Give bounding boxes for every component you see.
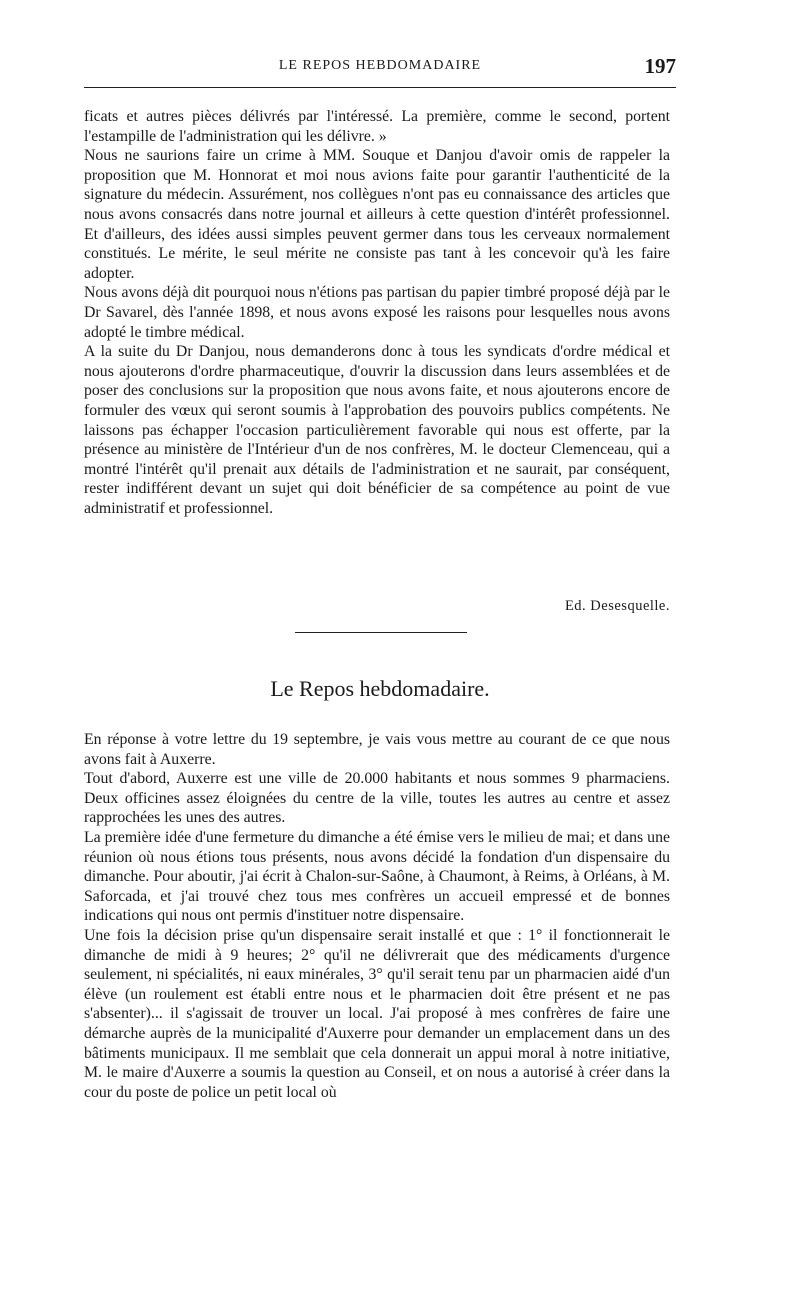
paragraph-text: Nous ne saurions faire un crime à MM. Souque et Danjou d'avoir omis de rappeler la proposition que M. Honnorat et moi nous avions faite pour garantir l'authenticité de la signature du médecin. Assurément, nos collègues n'ont pas eu connaissance des articles que nous avons consacrés dans notre journal et ailleurs à cette question d'intérêt professionnel. Et d'ailleurs, des idées aussi simples peuvent germer dans tous les cerveaux normalement constitués. Le mérite, le seul mérite ne consiste pas tant à les concevoir qu'à les faire adopter. — [84, 147, 670, 282]
page-header — [84, 54, 676, 82]
section-title: Le Repos hebdomadaire. — [270, 676, 490, 701]
section-divider — [295, 632, 467, 633]
author-signature: Ed. Desesquelle. — [564, 598, 670, 614]
article-body — [84, 730, 670, 1102]
paragraph — [84, 146, 670, 283]
paragraph: La première idée d'une fermeture du dimanche a été émise vers le milieu de mai; et dans une réunion où nous étions tous présents, nous avons décidé la fondation d'un dispensaire du dimanche. Pour aboutir, j'ai écrit à Chalon-sur-Saône, à Chaumont, à Reims, à Orléans, à M. Saforcada, et j'ai trouvé chez tous mes confrères un accueil empressé et de bonnes indications qui nous ont permis d'instituer notre dispensaire. — [84, 828, 670, 925]
article-body-continued — [84, 107, 670, 518]
header-rule — [84, 87, 676, 88]
paragraph: Nous avons déjà dit pourquoi nous n'étions pas partisan du papier timbré proposé déjà par le Dr Savarel, dès l'année 1898, et nous avons exposé les raisons pour lesquelles nous avons adopté le timbre médical. — [84, 284, 670, 341]
running-title: LE REPOS HEBDOMADAIRE — [278, 58, 482, 73]
paragraph: Tout d'abord, Auxerre est une ville de 20.000 habitants et nous sommes 9 pharmaciens. Deux officines assez éloignées du centre de la ville, toutes les autres au centre et assez rapprochées les unes des autres. — [84, 770, 670, 827]
page-number: 197 — [644, 54, 676, 78]
paragraph: En réponse à votre lettre du 19 septembre, je vais vous mettre au courant de ce que nous avons fait à Auxerre. — [84, 731, 670, 768]
paragraph: Une fois la décision prise qu'un dispensaire serait installé et que : 1° il fonctionnerait le dimanche de midi à 9 heures; 2° qu'il ne délivrerait que des médicaments d'urgence seulement, ni spécialités, ni eaux minérales, 3° qu'il serait tenu par un pharmacien aidé d'un élève (un roulement est établi entre nous et le pharmacien doit être présent et ne pas s'absenter)... il s'agissait de trouver un local. J'ai proposé à mes confrères de faire une démarche auprès de la municipalité d'Auxerre pour demander un emplacement dans un des bâtiments municipaux. Il me semblait que cela donnerait un appui moral à notre initiative, M. le maire d'Auxerre a soumis la question au Conseil, et on nous a autorisé à créer dans la cour du poste de police un petit local où — [84, 926, 670, 1101]
paragraph: ficats et autres pièces délivrés par l'intéressé. La première, comme le second, portent l'estampille de l'administration qui les délivre. » — [84, 108, 670, 145]
paragraph: A la suite du Dr Danjou, nous demanderons donc à tous les syndicats d'ordre médical et nous ajouterons d'ordre pharmaceutique, d'ouvrir la discussion dans leurs assemblées et de poser des conclusions sur la proposition que nous avons faite, et nous ajouterons encore de formuler des vœux qui seront soumis à l'approbation des pouvoirs publics compétents. Ne laissons pas échapper l'occasion particulièrement favorable qui nous est offerte, par la présence au ministère de l'Intérieur d'un de nos confrères, M. le docteur Clemenceau, qui a montré l'intérêt qu'il prenait aux détails de l'administration et ne saurait, par conséquent, rester indifférent devant un sujet qui doit bénéficier de sa compétence au point de vue administratif et professionnel. — [84, 343, 670, 517]
